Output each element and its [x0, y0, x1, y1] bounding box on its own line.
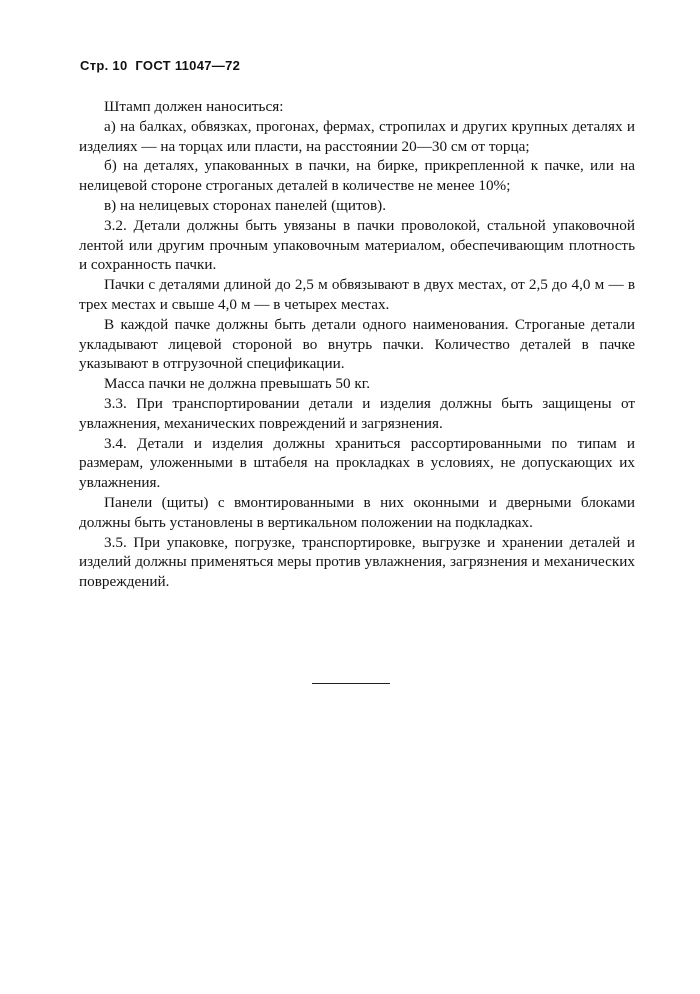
paragraph-stamp-intro: Штамп должен наноситься:	[104, 98, 284, 115]
end-divider	[312, 683, 390, 684]
paragraph-stamp-c: в) на нелицевых сторонах панелей (щитов).	[104, 196, 387, 214]
paragraph-panels: Панели (щиты) с вмонтированными в них оконными и дверными блоками должны быть установлены в вертикальном положении на подкладках.	[79, 493, 635, 531]
paragraph-stamp-b: б) на деталях, упакованных в пачки, на бирке, прикрепленной к пачке, или на нелицевой стороне строганых деталей в количестве не менее 10%;	[79, 157, 635, 195]
paragraph-stamp-a: а) на балках, обвязках, прогонах, фермах, стропилах и других крупных деталях и изделиях — на торцах или пласти, на расстоянии 20—30 см от торца;	[79, 117, 635, 155]
page-number: Стр. 10	[80, 58, 128, 73]
paragraph-clause-3-4: 3.4. Детали и изделия должны храниться рассортированными по типам и размерам, уложенными в штабеля на прокладках в условиях, не допускающих их увлажнения.	[79, 434, 635, 492]
page-header	[80, 58, 240, 73]
paragraph-bundle-tie: Пачки с деталями длиной до 2,5 м обвязывают в двух местах, от 2,5 до 4,0 м — в трех местах и свыше 4,0 м — в четырех местах.	[79, 276, 635, 313]
paragraph-clause-3-2: 3.2. Детали должны быть увязаны в пачки проволокой, стальной упаковочной лентой или другим прочным упаковочным материалом, обеспечивающим плотность и сохранность пачки.	[79, 216, 635, 274]
paragraph-bundle-mass: Масса пачки не должна превышать 50 кг.	[104, 375, 371, 393]
paragraph-clause-3-3: 3.3. При транспортировании детали и изделия должны быть защищены от увлажнения, механических повреждений и загрязнения.	[79, 394, 635, 432]
document-body	[79, 97, 635, 592]
standard-number: ГОСТ 11047—72	[135, 58, 241, 73]
paragraph-bundle-content: В каждой пачке должны быть детали одного наименования. Строганые детали укладывают лицевой стороной во внутрь пачки. Количество деталей в пачке указывают в отгрузочной спецификации.	[79, 315, 635, 373]
paragraph-clause-3-5: 3.5. При упаковке, погрузке, транспортировке, выгрузке и хранении деталей и изделий должны применяться меры против увлажнения, загрязнения и механических повреждений.	[79, 533, 635, 591]
